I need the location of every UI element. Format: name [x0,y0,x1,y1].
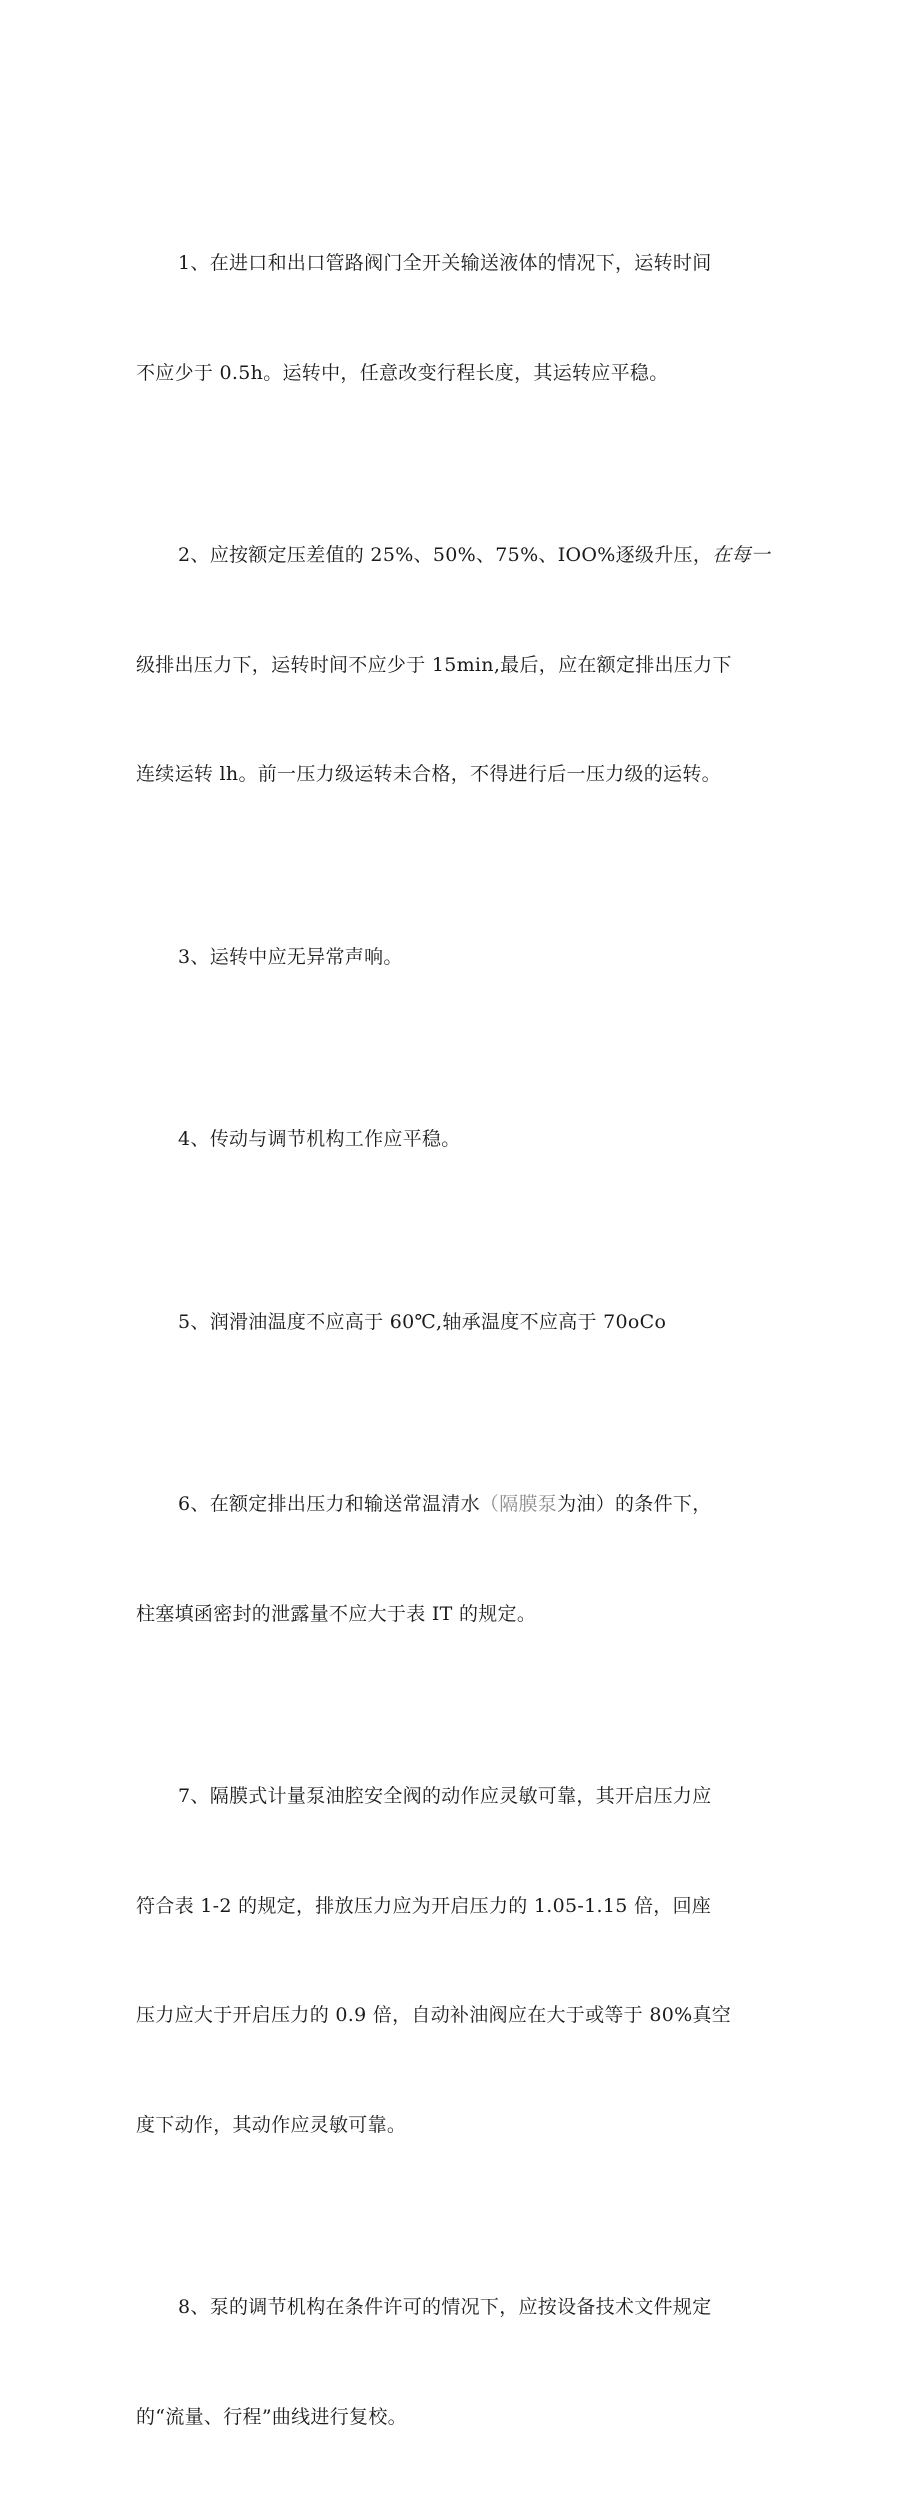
paragraph-line: 7、隔膜式计量泵油腔安全阀的动作应灵敏可靠，其开启压力应 [178,1785,712,1807]
paragraph-line: 的“流量、行程”曲线进行复校。 [136,2405,407,2428]
document-body [136,172,796,2508]
paragraph-line: 5、润滑油温度不应高于 60℃,轴承温度不应高于 70oCo [178,1310,667,1333]
paragraph-line: 级排出压力下，运转时间不应少于 15min,最后，应在额定排出压力下 [136,653,732,676]
paragraph-6 [136,1413,796,1705]
paragraph-line [136,537,796,574]
paragraph-line: 符合表 1-2 的规定，排放压力应为开启压力的 1.05-1.15 倍，回座 [136,1894,712,1917]
paragraph-1 [136,172,796,464]
paragraph-line: 1、在进口和出口管路阀门全开关输送液体的情况下，运转时间 [178,252,712,274]
paragraph-line: 柱塞填函密封的泄露量不应大于表 IT 的规定。 [136,1602,537,1625]
paragraph-7 [136,1705,796,2216]
paragraph-line: 连续运转 lh。前一压力级运转未合格，不得进行后一压力级的运转。 [136,763,721,785]
paragraph-line: 不应少于 0.5h。运转中，任意改变行程长度，其运转应平稳。 [136,361,669,384]
paragraph-line: 3、运转中应无异常声响。 [178,945,403,968]
paragraph-muted-text: （隔膜泵 [479,1493,558,1515]
paragraph-3 [136,866,796,1049]
paragraph-line: 压力应大于开启压力的 0.9 倍，自动补油阀应在大于或等于 80%真空 [136,2004,732,2026]
paragraph-text: 2、应按额定压差值的 25%、50%、75%、IOO%逐级升压， [178,544,713,566]
paragraph-8 [136,2216,796,2508]
paragraph-2 [136,464,796,866]
paragraph-line: 4、传动与调节机构工作应平稳。 [178,1128,461,1150]
paragraph-text: 为油）的条件下， [557,1493,712,1515]
paragraph-italic-text: 在每一 [712,544,771,566]
paragraph-line: 8、泵的调节机构在条件许可的情况下，应按设备技术文件规定 [178,2296,712,2318]
paragraph-line [136,1486,796,1523]
paragraph-line: 度下动作，其动作应灵敏可靠。 [136,2113,407,2136]
paragraph-4 [136,1048,796,1231]
paragraph-text: 6、在额定排出压力和输送常温清水 [178,1493,480,1515]
paragraph-5 [136,1231,796,1414]
